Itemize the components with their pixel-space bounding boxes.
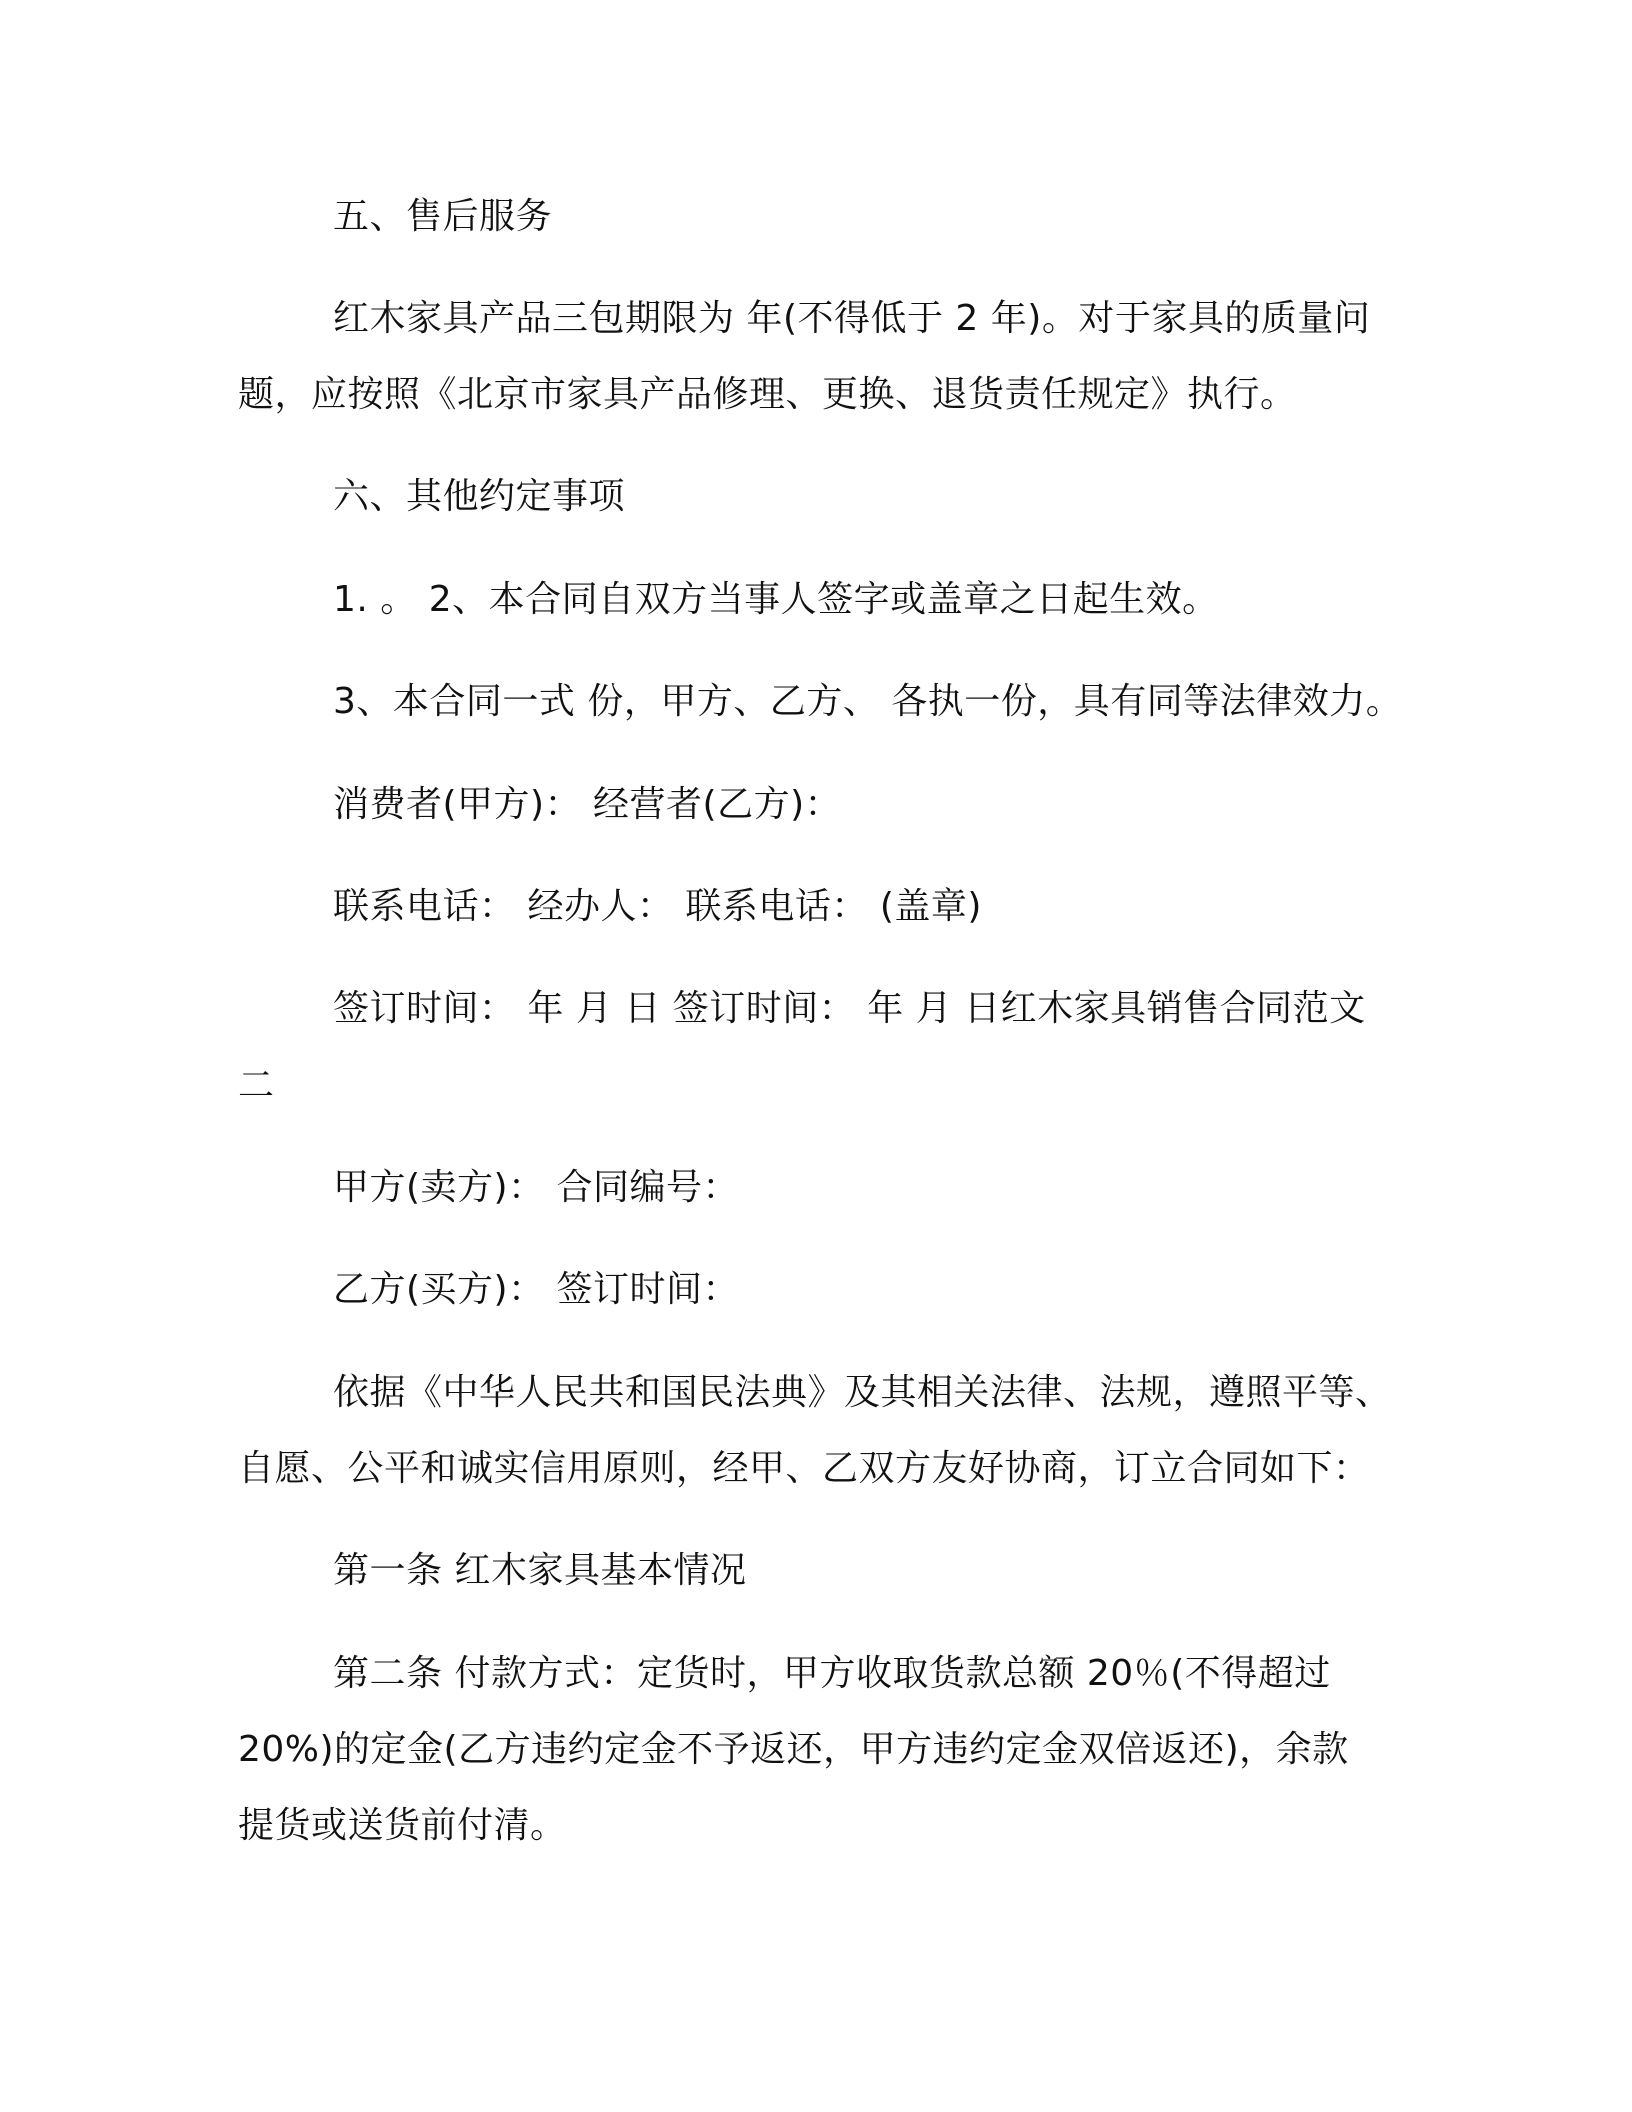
buyer-signing-time: 乙方(买方)： 签订时间： [333,1269,740,1310]
article-2-line-2: 20%)的定金(乙方违约定金不予返还，甲方违约定金双倍返还)，余款 [238,1729,1349,1770]
title-line-2: 二 [238,1065,275,1106]
paragraph-warranty-line-2: 题，应按照《北京市家具产品修理、更换、退货责任规定》执行。 [238,374,1297,415]
signature-dates-and-title-line-1: 签订时间： 年 月 日 签订时间： 年 月 日红木家具销售合同范文 [333,988,1366,1029]
clause-copies: 3、本合同一式 份，甲方、乙方、 各执一份，具有同等法律效力。 [333,681,1403,722]
article-2-line-1: 第二条 付款方式：定货时，甲方收取货款总额 20％(不得超过 [333,1653,1331,1694]
clause-effective-date: 1. 。 2、本合同自双方当事人签字或盖章之日起生效。 [333,579,1219,620]
heading-other-matters: 六、其他约定事项 [333,476,626,517]
preamble-line-1: 依据《中华人民共和国民法典》及其相关法律、法规，遵照平等、 [333,1372,1392,1413]
signature-contacts: 联系电话： 经办人： 联系电话： (盖章) [333,886,982,927]
signature-parties: 消费者(甲方)： 经营者(乙方)： [333,784,842,825]
paragraph-warranty-line-1: 红木家具产品三包期限为 年(不得低于 2 年)。对于家具的质量问 [333,298,1371,339]
heading-after-sales-service: 五、售后服务 [333,196,553,237]
preamble-line-2: 自愿、公平和诚实信用原则，经甲、乙双方友好协商，订立合同如下： [238,1448,1370,1489]
article-1-heading: 第一条 红木家具基本情况 [333,1550,747,1591]
seller-contract-number: 甲方(卖方)： 合同编号： [333,1167,740,1208]
article-2-line-3: 提货或送货前付清。 [238,1805,567,1846]
